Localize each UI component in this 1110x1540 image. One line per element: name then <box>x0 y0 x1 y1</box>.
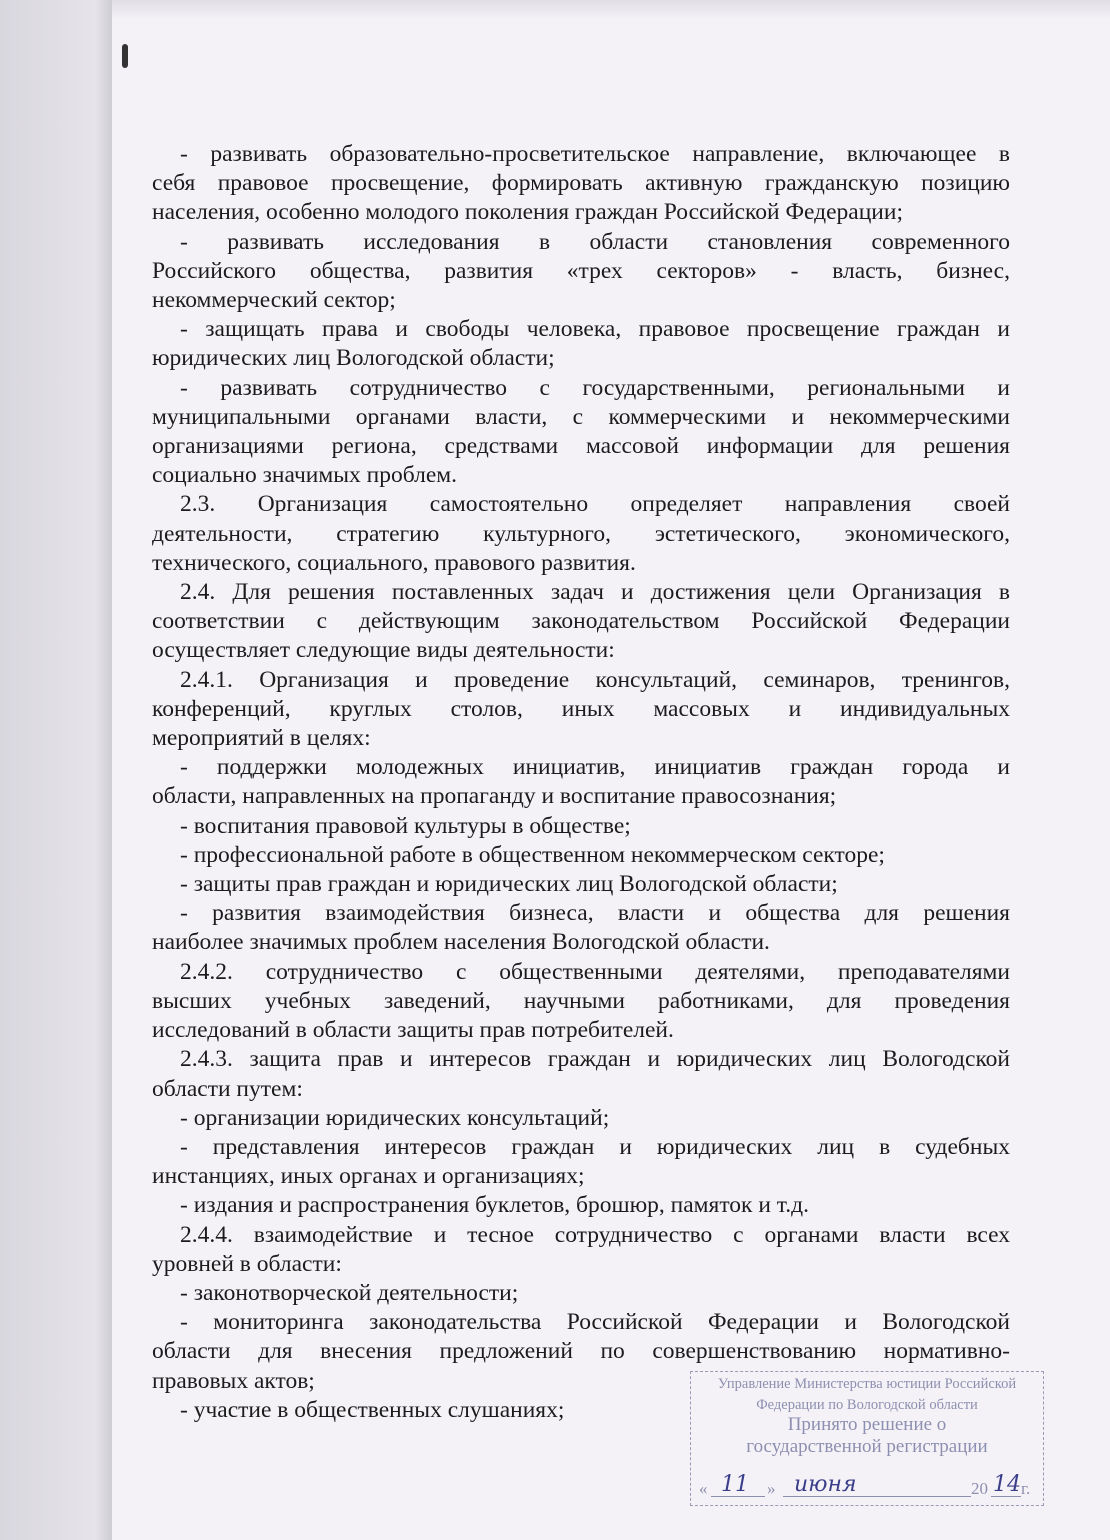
stamp-line-2: Федерации по Вологодской области <box>756 1397 978 1413</box>
registration-stamp <box>690 1371 1044 1506</box>
text-line: - развивать исследования в области становления современного <box>180 228 1010 255</box>
paragraph <box>152 841 1010 870</box>
text-line: 2.4.3. защита прав и интересов граждан и юридических лиц Вологодской <box>180 1046 1010 1073</box>
text-line: уровней в области: <box>152 1250 342 1277</box>
paragraph <box>152 666 1010 754</box>
paragraph <box>152 228 1010 316</box>
text-line: области для внесения предложений по совершенствованию нормативно- <box>152 1338 1010 1365</box>
text-line: высших учебных заведений, научными работниками, для проведения <box>152 987 1010 1014</box>
text-line: технического, социального, правового развития. <box>152 549 636 576</box>
text-line: социально значимых проблем. <box>152 462 457 489</box>
text-line: деятельности, стратегию культурного, эстетического, экономического, <box>152 520 1010 547</box>
text-line: юридических лиц Вологодской области; <box>152 345 555 372</box>
paragraph <box>152 958 1010 1046</box>
text-line: области, направленных на пропаганду и воспитание правосознания; <box>152 783 837 810</box>
paragraph <box>152 1279 1010 1308</box>
paragraph <box>152 140 1010 228</box>
handwritten-month: июня <box>794 1472 857 1497</box>
year-prefix: 20 <box>971 1479 988 1498</box>
text-line: некоммерческий сектор; <box>152 287 396 314</box>
text-line: - защищать права и свободы человека, правовое просвещение граждан и <box>180 316 1010 343</box>
text-line: населения, особенно молодого поколения граждан Российской Федерации; <box>152 199 903 226</box>
paragraph <box>152 899 1010 957</box>
document-body <box>152 140 1010 1425</box>
handwritten-day: 11 <box>721 1472 749 1497</box>
paragraph <box>152 578 1010 666</box>
text-line: 2.4.2. сотрудничество с общественными деятелями, преподавателями <box>180 958 1010 985</box>
text-line: конференций, круглых столов, иных массовых и индивидуальных <box>152 695 1010 722</box>
text-line: 2.4.1. Организация и проведение консультаций, семинаров, тренингов, <box>180 666 1010 693</box>
text-line: правовых актов; <box>152 1367 315 1394</box>
text-line: - мониторинга законодательства Российской Федерации и Вологодской <box>180 1309 1010 1336</box>
text-line: - развивать образовательно-просветительское направление, включающее в <box>180 141 1010 167</box>
scan-left-edge <box>0 0 112 1540</box>
text-line: Российского общества, развития «трех секторов» - власть, бизнес, <box>152 257 1010 284</box>
paragraph <box>152 1104 1010 1133</box>
paragraph <box>152 315 1010 373</box>
paragraph <box>152 374 1010 491</box>
text-line: - защиты прав граждан и юридических лиц Вологодской области; <box>180 871 838 898</box>
text-line: - законотворческой деятельности; <box>180 1279 519 1306</box>
handwritten-year: 14 <box>993 1472 1021 1497</box>
text-line: наиболее значимых проблем населения Вологодской области. <box>152 929 770 956</box>
stamp-line-1: Управление Министерства юстиции Российской <box>717 1376 1017 1392</box>
paragraph <box>152 490 1010 578</box>
stamp-line-3: Принято решение о <box>787 1414 947 1435</box>
punch-hole-mark <box>122 44 128 68</box>
stamp-date <box>699 1471 1037 1499</box>
stamp-line-4: государственной регистрации <box>746 1436 988 1457</box>
text-line: 2.3. Организация самостоятельно определяет направления своей <box>180 491 1010 518</box>
text-line: - развития взаимодействия бизнеса, власти и общества для решения <box>180 900 1010 927</box>
text-line: - поддержки молодежных инициатив, инициатив граждан города и <box>180 754 1010 781</box>
year-abbr: г. <box>1021 1479 1031 1498</box>
paragraph <box>152 1133 1010 1191</box>
open-quote: « <box>699 1479 708 1498</box>
text-line: инстанциях, иных органах и организациях; <box>152 1163 585 1190</box>
text-line: осуществляет следующие виды деятельности: <box>152 637 615 664</box>
paragraph <box>152 1191 1010 1220</box>
paragraph <box>152 753 1010 811</box>
text-line: 2.4. Для решения поставленных задач и достижения цели Организация в <box>180 579 1010 606</box>
text-line: области путем: <box>152 1075 303 1102</box>
text-line: исследований в области защиты прав потребителей. <box>152 1017 674 1044</box>
scan-top-edge <box>112 0 1110 20</box>
paragraph <box>152 1221 1010 1279</box>
text-line: - организации юридических консультаций; <box>180 1104 610 1131</box>
text-line: соответствии с действующим законодательством Российской Федерации <box>152 608 1010 635</box>
text-line: муниципальными органами власти, с коммерческими и некоммерческими <box>152 403 1010 430</box>
text-line: 2.4.4. взаимодействие и тесное сотрудничество с органами власти всех <box>180 1221 1010 1248</box>
close-quote: » <box>767 1479 776 1498</box>
text-line: - воспитания правовой культуры в обществе; <box>180 812 631 839</box>
paragraph <box>152 1045 1010 1103</box>
text-line: - представления интересов граждан и юридических лиц в судебных <box>180 1133 1010 1160</box>
text-line: - развивать сотрудничество с государственными, региональными и <box>180 374 1010 401</box>
paragraph <box>152 812 1010 841</box>
text-line: организациями региона, средствами массовой информации для решения <box>152 433 1010 460</box>
text-line: - издания и распространения буклетов, брошюр, памяток и т.д. <box>180 1192 809 1219</box>
text-line: мероприятий в целях: <box>152 725 371 752</box>
text-line: - профессиональной работе в общественном некоммерческом секторе; <box>180 841 885 868</box>
text-line: - участие в общественных слушаниях; <box>180 1396 565 1423</box>
paragraph <box>152 870 1010 899</box>
text-line: себя правовое просвещение, формировать активную гражданскую позицию <box>152 170 1010 197</box>
